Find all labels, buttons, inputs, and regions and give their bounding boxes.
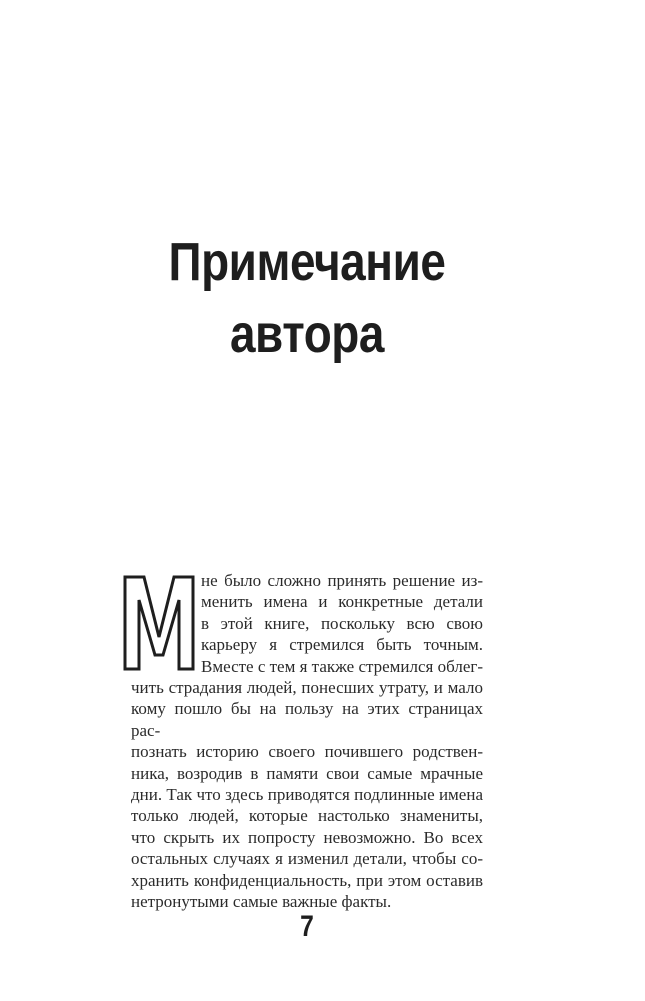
page-content-column (131, 0, 484, 943)
page-title-line-1: Примечание (168, 232, 446, 292)
page-number: 7 (300, 909, 314, 943)
body-line: чить страдания людей, понесших утрату, и мало (131, 678, 483, 698)
drop-cap (123, 575, 195, 671)
body-line: только людей, которые настолько знамениты, (131, 806, 483, 826)
drop-cap-letter-m-outline-icon (123, 575, 195, 671)
body-line: что скрыть их попросту невозможно. Во всех (131, 827, 483, 847)
body-line: остальных случаях я изменил детали, чтобы со- (131, 849, 483, 869)
body-line: Вместе с тем я также стремился облег- (201, 656, 484, 676)
body-line: кому пошло бы на пользу на этих страницах рас- (131, 699, 483, 740)
page-title-line-2: автора (229, 304, 385, 364)
body-line: познать историю своего почившего родствен- (131, 742, 483, 762)
body-line: ника, возродив в памяти свои самые мрачные (131, 763, 483, 783)
body-line: менить имена и конкретные детали (201, 592, 483, 612)
body-line: в этой книге, поскольку всю свою (201, 613, 483, 633)
body-line: карьеру я стремился быть точным. (201, 635, 483, 655)
body-line: хранить конфиденциальность, при этом оставив (131, 870, 483, 890)
page-title (157, 226, 456, 370)
body-line: не было сложно принять решение из- (201, 571, 483, 590)
body-line: дни. Так что здесь приводятся подлинные имена (131, 785, 483, 805)
body-line: нетронутыми самые важные факты. (131, 892, 392, 912)
body-text (131, 570, 483, 913)
